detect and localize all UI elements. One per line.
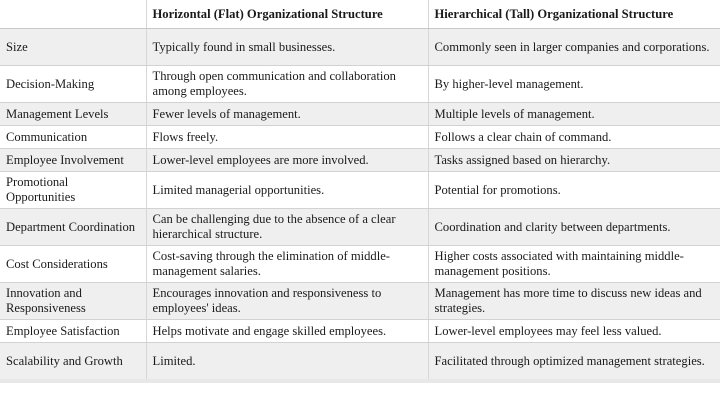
row-label: Scalability and Growth (0, 343, 146, 380)
flat-cell: Typically found in small businesses. (146, 29, 428, 66)
flat-cell: Limited. (146, 343, 428, 380)
table-row (0, 343, 720, 380)
tall-cell: Potential for promotions. (428, 172, 720, 209)
row-label: Innovation and Responsiveness (0, 283, 146, 320)
table-row (0, 172, 720, 209)
flat-cell: Cost-saving through the elimination of middle-management salaries. (146, 246, 428, 283)
table-row (0, 126, 720, 149)
tall-cell: Management has more time to discuss new ideas and strategies. (428, 283, 720, 320)
table-row (0, 283, 720, 320)
table-row (0, 149, 720, 172)
tall-cell: Commonly seen in larger companies and corporations. (428, 29, 720, 66)
bottom-band (0, 379, 720, 383)
header-flat-structure: Horizontal (Flat) Organizational Structure (146, 0, 428, 29)
flat-cell: Fewer levels of management. (146, 103, 428, 126)
row-label: Management Levels (0, 103, 146, 126)
table-row (0, 246, 720, 283)
flat-cell: Helps motivate and engage skilled employees. (146, 320, 428, 343)
tall-cell: Tasks assigned based on hierarchy. (428, 149, 720, 172)
tall-cell: By higher-level management. (428, 66, 720, 103)
tall-cell: Higher costs associated with maintaining middle-management positions. (428, 246, 720, 283)
row-label: Employee Satisfaction (0, 320, 146, 343)
flat-cell: Through open communication and collaboration among employees. (146, 66, 428, 103)
table-header (0, 0, 720, 29)
flat-cell: Can be challenging due to the absence of a clear hierarchical structure. (146, 209, 428, 246)
tall-cell: Multiple levels of management. (428, 103, 720, 126)
header-blank (0, 0, 146, 29)
flat-cell: Lower-level employees are more involved. (146, 149, 428, 172)
flat-cell: Flows freely. (146, 126, 428, 149)
row-label: Cost Considerations (0, 246, 146, 283)
flat-cell: Limited managerial opportunities. (146, 172, 428, 209)
row-label: Decision-Making (0, 66, 146, 103)
row-label: Promotional Opportunities (0, 172, 146, 209)
header-row (0, 0, 720, 29)
tall-cell: Lower-level employees may feel less valued. (428, 320, 720, 343)
tall-cell: Coordination and clarity between departments. (428, 209, 720, 246)
tall-cell: Facilitated through optimized management strategies. (428, 343, 720, 380)
row-label: Size (0, 29, 146, 66)
table-row (0, 103, 720, 126)
table-row (0, 209, 720, 246)
table-row (0, 29, 720, 66)
tall-cell: Follows a clear chain of command. (428, 126, 720, 149)
row-label: Communication (0, 126, 146, 149)
table-body (0, 29, 720, 380)
row-label: Department Coordination (0, 209, 146, 246)
header-tall-structure: Hierarchical (Tall) Organizational Structure (428, 0, 720, 29)
table-row (0, 66, 720, 103)
row-label: Employee Involvement (0, 149, 146, 172)
flat-cell: Encourages innovation and responsiveness to employees' ideas. (146, 283, 428, 320)
table-row (0, 320, 720, 343)
